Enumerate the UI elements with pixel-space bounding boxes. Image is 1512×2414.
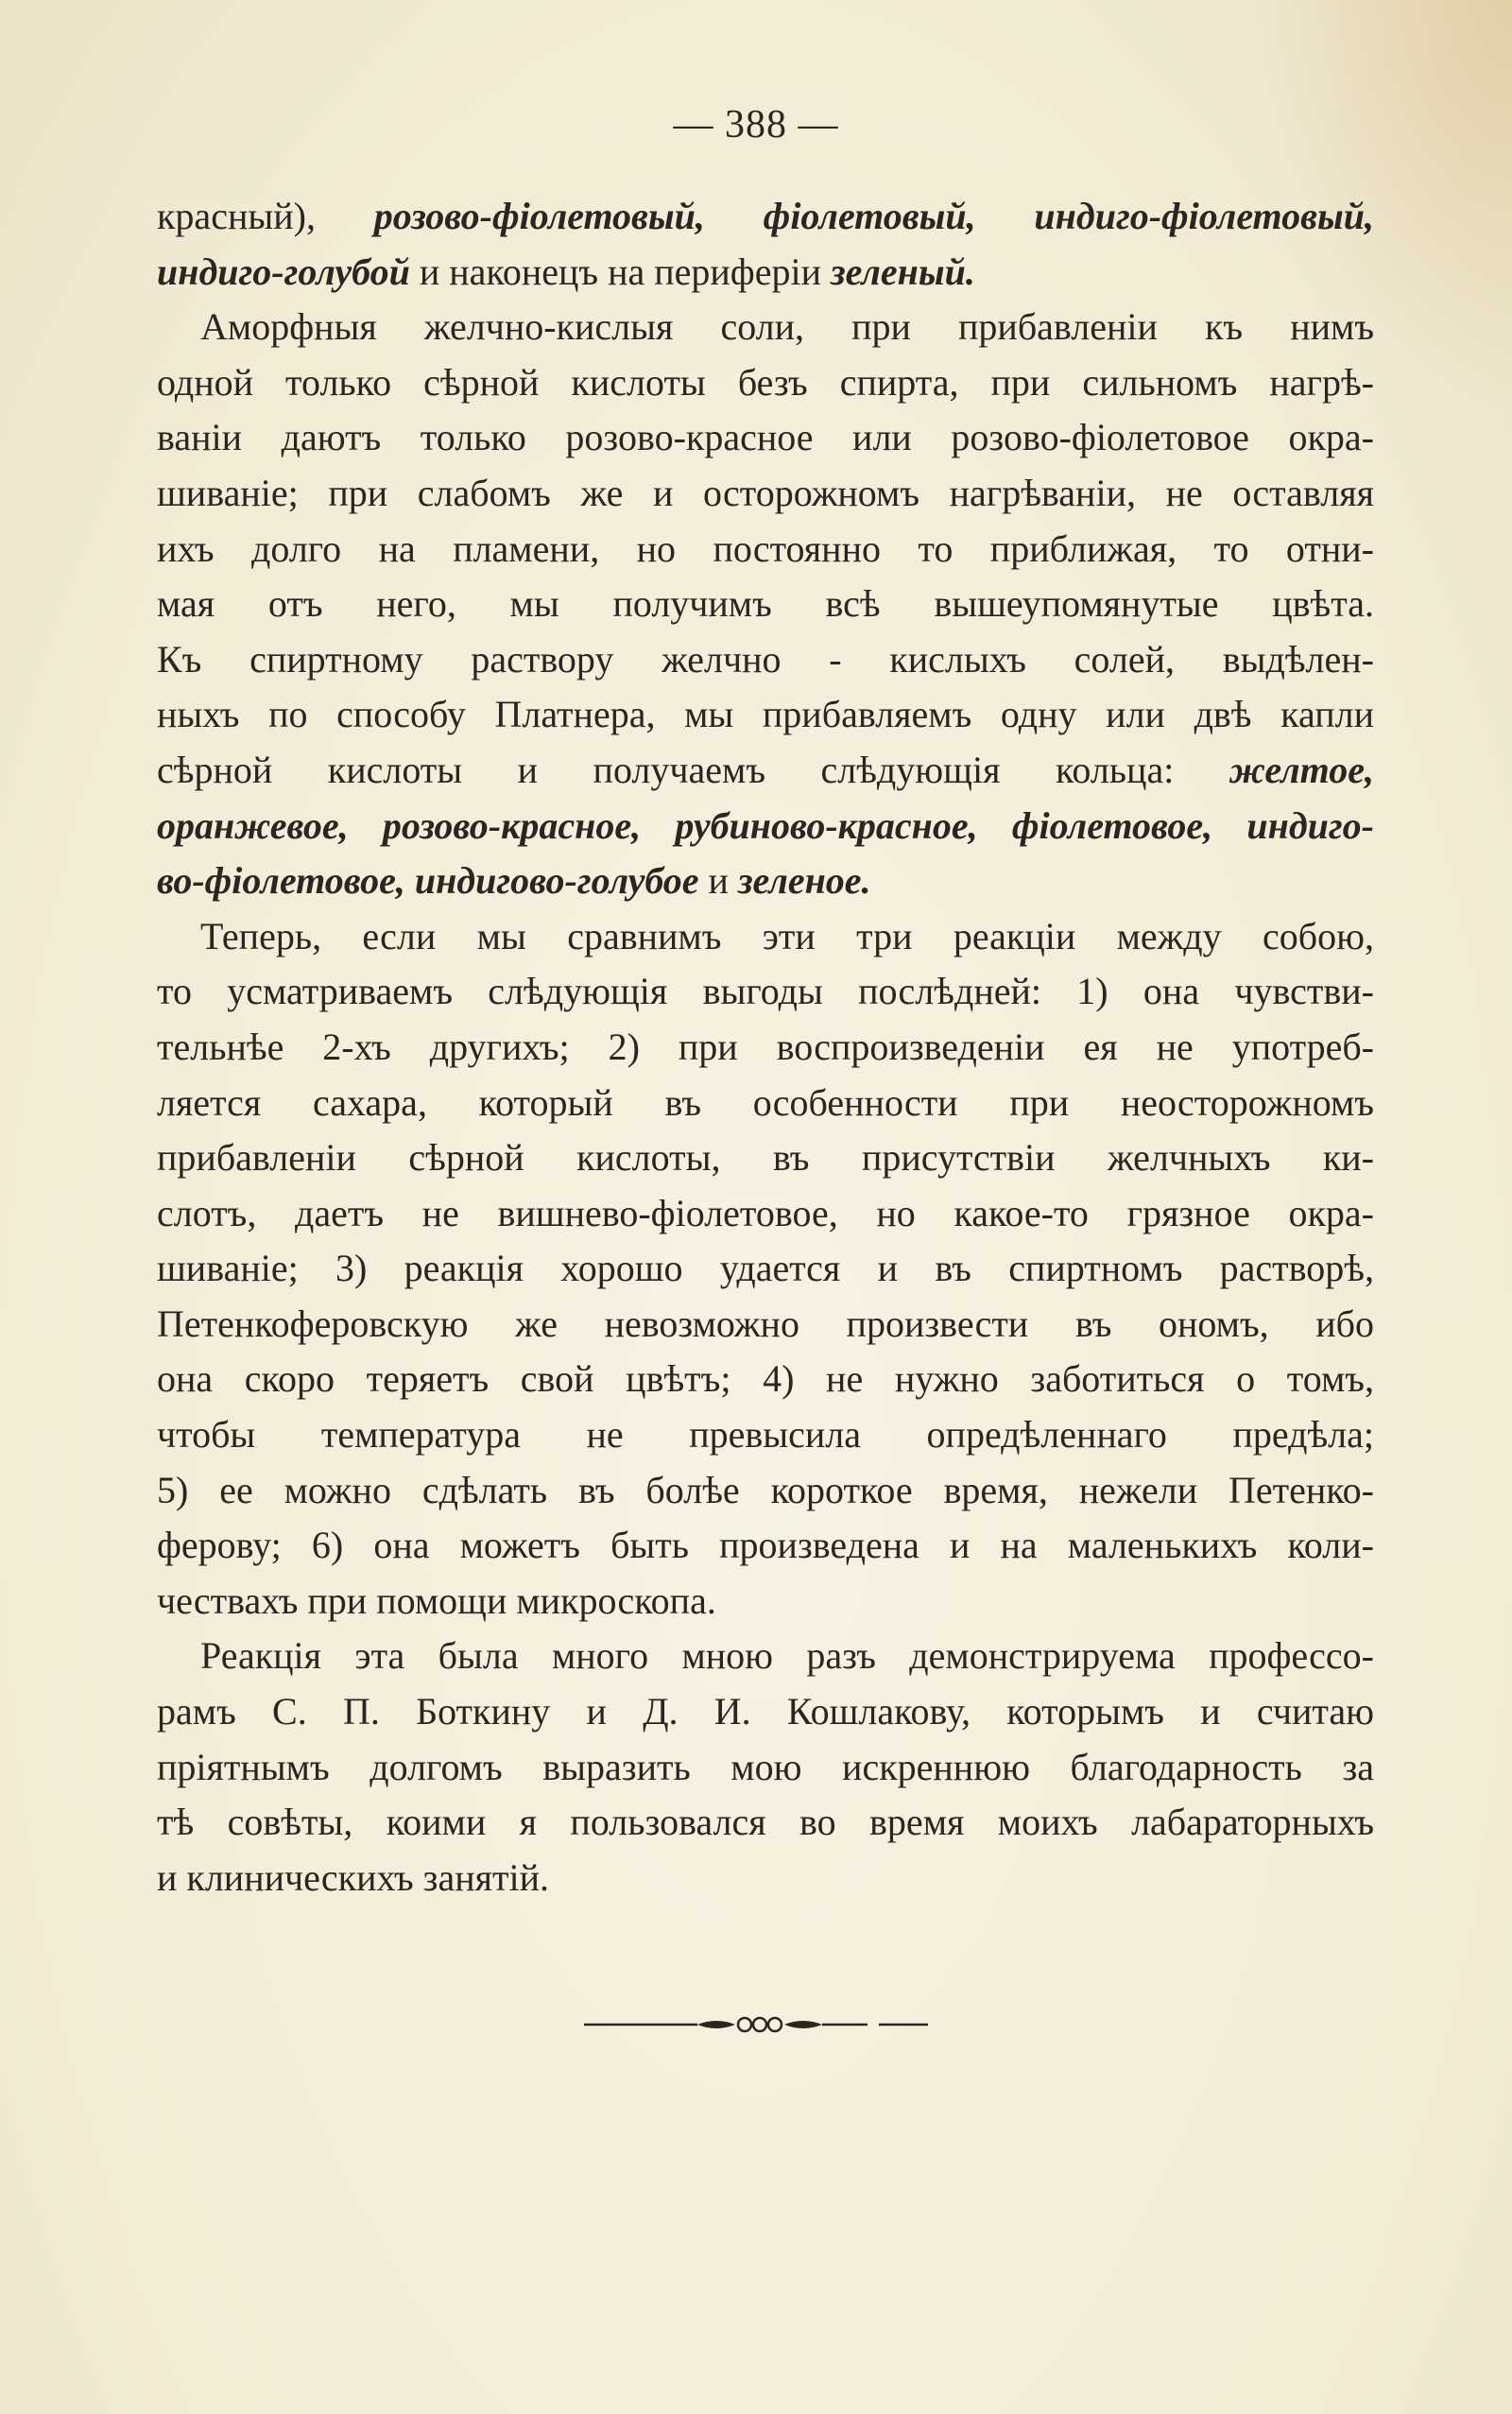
- page-number: — 388 —: [673, 103, 839, 147]
- text-line: [157, 854, 1374, 909]
- text-run: шиваніе; при слабомъ же и осторожномъ нагрѣваніи, не оставляя: [157, 471, 1374, 514]
- text-line: [157, 1076, 1374, 1131]
- text-run: ваніи даютъ только розово-красное или розово-фіолетовое окра-: [157, 416, 1374, 459]
- text-run: ферову; 6) она можетъ быть произведена и на маленькихъ коли-: [157, 1524, 1374, 1567]
- text-run: мая отъ него, мы получимъ всѣ вышеупомянутые цвѣта.: [157, 582, 1374, 626]
- text-run: прибавленіи сѣрной кислоты, въ присутствіи желчныхъ ки-: [157, 1136, 1374, 1180]
- italic-term: розово-фіолетовый, фіолетовый, индиго-фіолетовый,: [373, 195, 1375, 237]
- text-line: [157, 1740, 1374, 1796]
- text-run: красный),: [157, 195, 374, 237]
- text-run: Петенкоферовскую же невозможно произвести въ ономъ, ибо: [157, 1302, 1374, 1345]
- text-line: [157, 245, 1374, 301]
- text-run: Къ спиртному раствору желчно - кислыхъ солей, выдѣлен-: [157, 637, 1374, 681]
- text-line: [157, 1463, 1374, 1519]
- text-run: Реакція эта была много мною разъ демонстрируема профессо-: [200, 1634, 1374, 1678]
- text-line: [157, 300, 1374, 355]
- text-run: рамъ С. П. Боткину и Д. И. Кошлакову, которымъ и считаю: [157, 1690, 1374, 1733]
- text-run: тельнѣе 2-хъ другихъ; 2) при воспроизведеніи ея не употреб-: [157, 1025, 1374, 1068]
- text-line: [157, 687, 1374, 743]
- text-line: [157, 410, 1374, 466]
- text-run: шиваніе; 3) реакція хорошо удается и въ спиртномъ растворѣ,: [157, 1247, 1374, 1290]
- text-line: [157, 189, 1374, 245]
- text-run: и наконецъ на периферіи: [409, 250, 831, 293]
- text-line: [157, 1241, 1374, 1297]
- italic-term: во-фіолетовое, индигово-голубое: [157, 859, 699, 903]
- text-line: [157, 522, 1374, 578]
- text-line: [157, 1851, 1374, 1906]
- text-run: пріятнымъ долгомъ выразить мою искреннюю благодарность за: [157, 1745, 1374, 1788]
- text-run: ляется сахара, который въ особенности при неосторожномъ: [157, 1080, 1374, 1124]
- text-line: [157, 466, 1374, 522]
- text-run: и: [698, 859, 738, 903]
- body-text: [157, 189, 1374, 1905]
- text-run: чествахъ при помощи микроскопа.: [157, 1578, 716, 1622]
- text-run: то усматриваемъ слѣдующія выгоды послѣдней: 1) она чувстви-: [157, 970, 1374, 1013]
- text-line: [157, 1684, 1374, 1740]
- italic-term: индиго-голубой: [157, 250, 410, 293]
- text-line: [157, 1795, 1374, 1851]
- text-run: 5) ее можно сдѣлать въ болѣе короткое время, нежели Петенко-: [157, 1468, 1374, 1511]
- text-run: Аморфныя желчно-кислыя соли, при прибавленіи къ нимъ: [200, 305, 1374, 349]
- italic-term: оранжевое, розово-красное, рубиново-красное, фіолетовое, индиго-: [157, 803, 1374, 847]
- text-line: [157, 964, 1374, 1020]
- text-line: [157, 799, 1374, 854]
- text-run: слотъ, даетъ не вишнево-фіолетовое, но какое-то грязное окра-: [157, 1191, 1374, 1234]
- text-line: [157, 1574, 1374, 1629]
- text-line: [157, 1297, 1374, 1353]
- italic-term: зеленый.: [830, 250, 975, 293]
- text-run: она скоро теряетъ свой цвѣтъ; 4) не нужно заботиться о томъ,: [157, 1357, 1374, 1401]
- text-run: ихъ долго на пламени, но постоянно то приближая, то отни-: [157, 526, 1374, 570]
- scroll-divider-icon: [584, 2013, 928, 2036]
- text-line: [157, 1020, 1374, 1076]
- text-line: [157, 1518, 1374, 1574]
- text-line: [157, 1407, 1374, 1463]
- text-run: сѣрной кислоты и получаемъ слѣдующія кольца:: [157, 748, 1229, 791]
- text-run: Теперь, если мы сравнимъ эти три реакціи между собою,: [200, 914, 1374, 957]
- text-run: тѣ совѣты, коими я пользовался во время моихъ лабараторныхъ: [157, 1801, 1374, 1844]
- text-line: [157, 743, 1374, 799]
- text-line: [157, 1186, 1374, 1242]
- text-run: чтобы температура не превысила опредѣленнаго предѣла;: [157, 1413, 1374, 1457]
- text-line: [157, 1629, 1374, 1684]
- text-run: ныхъ по способу Платнера, мы прибавляемъ одну или двѣ капли: [157, 693, 1374, 736]
- italic-term: зеленое.: [737, 859, 871, 903]
- text-line: [157, 1130, 1374, 1186]
- text-line: [157, 1352, 1374, 1407]
- text-line: [157, 632, 1374, 688]
- italic-term: желтое,: [1228, 748, 1374, 791]
- text-line: [157, 577, 1374, 632]
- text-line: [157, 909, 1374, 965]
- text-run: и клиническихъ занятій.: [157, 1855, 549, 1899]
- text-run: одной только сѣрной кислоты безъ спирта, при сильномъ нагрѣ-: [157, 360, 1374, 404]
- text-line: [157, 355, 1374, 411]
